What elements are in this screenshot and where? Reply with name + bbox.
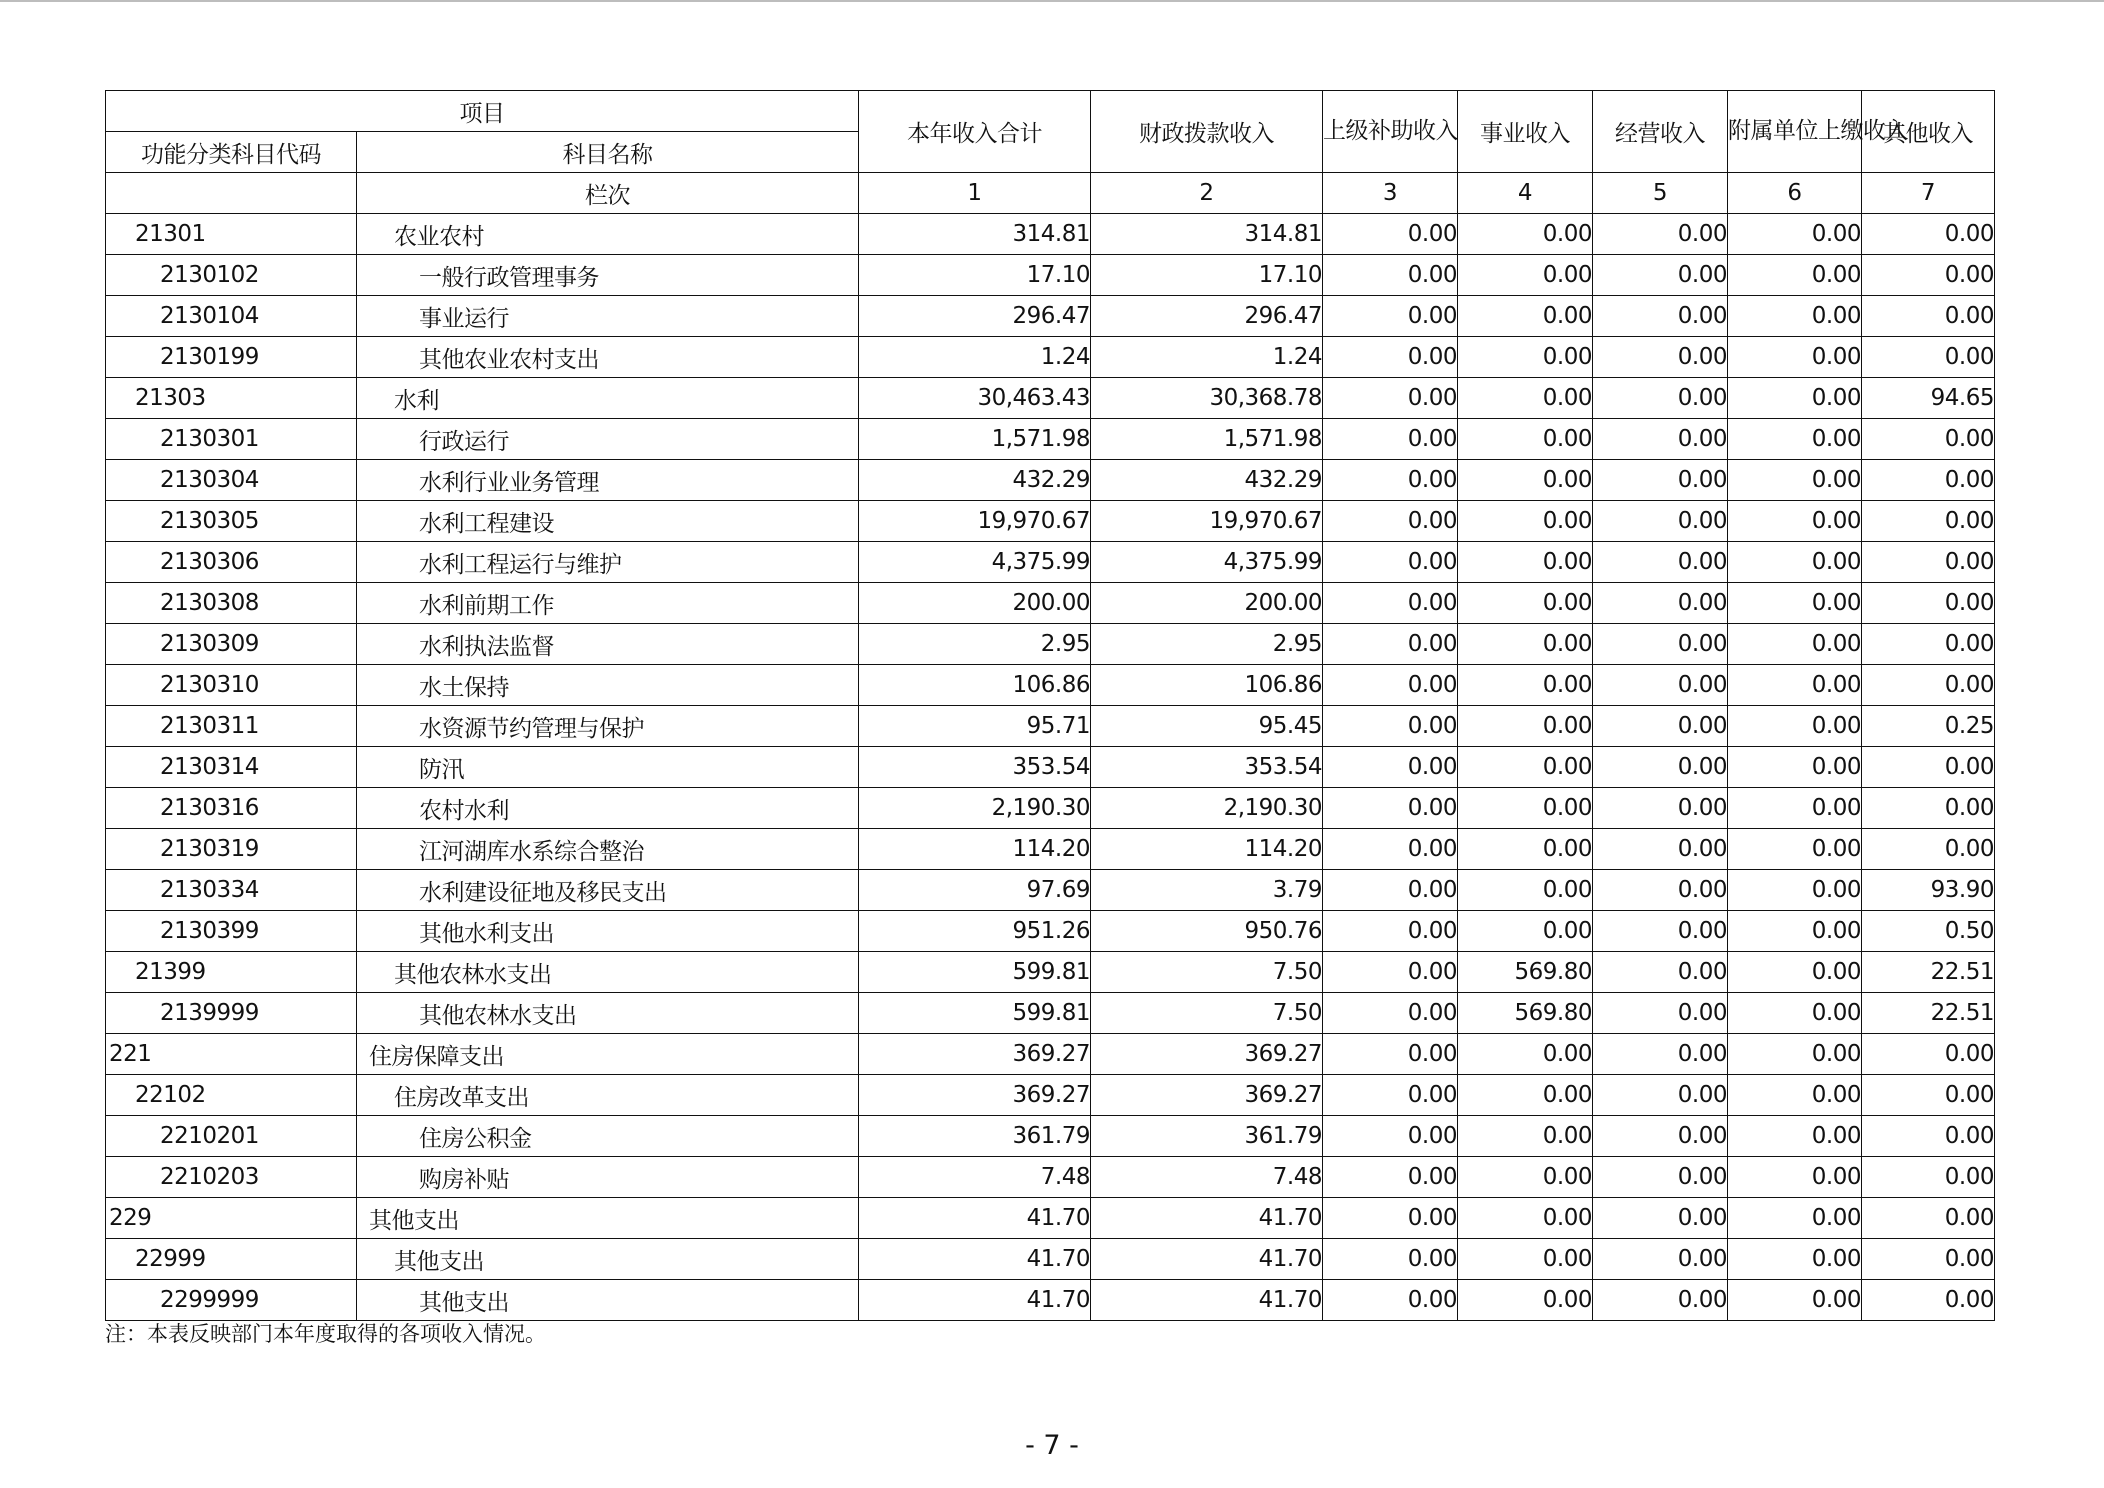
amount-cell: 0.00	[1323, 624, 1458, 665]
amount-cell: 0.00	[1593, 747, 1728, 788]
subject-name: 水利工程运行与维护	[357, 542, 859, 583]
header-row-index-label: 栏次	[357, 173, 859, 214]
amount-cell: 0.00	[1593, 214, 1728, 255]
amount-cell: 0.00	[1458, 1157, 1593, 1198]
amount-cell: 0.00	[1862, 747, 1995, 788]
amount-cell: 2,190.30	[1091, 788, 1323, 829]
amount-cell: 0.00	[1593, 501, 1728, 542]
amount-cell: 0.00	[1593, 706, 1728, 747]
amount-cell: 0.00	[1862, 788, 1995, 829]
subject-name: 其他支出	[357, 1280, 859, 1321]
amount-cell: 0.00	[1862, 337, 1995, 378]
subject-code: 2130305	[106, 501, 357, 542]
subject-name: 购房补贴	[357, 1157, 859, 1198]
amount-cell: 296.47	[1091, 296, 1323, 337]
amount-cell: 19,970.67	[859, 501, 1091, 542]
subject-name: 其他农林水支出	[357, 993, 859, 1034]
amount-cell: 30,368.78	[1091, 378, 1323, 419]
amount-cell: 0.00	[1323, 1034, 1458, 1075]
header-total-income: 本年收入合计	[859, 91, 1091, 173]
amount-cell: 369.27	[859, 1075, 1091, 1116]
amount-cell: 0.00	[1728, 542, 1862, 583]
amount-cell: 0.00	[1458, 706, 1593, 747]
amount-cell: 0.00	[1458, 378, 1593, 419]
subject-code: 2130311	[106, 706, 357, 747]
amount-cell: 0.00	[1458, 1116, 1593, 1157]
amount-cell: 0.00	[1593, 1034, 1728, 1075]
amount-cell: 0.00	[1862, 501, 1995, 542]
amount-cell: 314.81	[859, 214, 1091, 255]
table-row	[106, 1075, 1995, 1116]
subject-name: 事业运行	[357, 296, 859, 337]
subject-name: 住房公积金	[357, 1116, 859, 1157]
subject-code: 229	[106, 1198, 357, 1239]
subject-name: 其他水利支出	[357, 911, 859, 952]
amount-cell: 0.00	[1593, 1157, 1728, 1198]
amount-cell: 0.00	[1323, 1239, 1458, 1280]
amount-cell: 0.00	[1728, 1075, 1862, 1116]
amount-cell: 369.27	[1091, 1075, 1323, 1116]
amount-cell: 0.00	[1593, 460, 1728, 501]
amount-cell: 0.00	[1862, 665, 1995, 706]
amount-cell: 0.00	[1862, 624, 1995, 665]
amount-cell: 0.00	[1593, 911, 1728, 952]
amount-cell: 19,970.67	[1091, 501, 1323, 542]
table-row	[106, 870, 1995, 911]
amount-cell: 0.00	[1862, 1239, 1995, 1280]
amount-cell: 0.00	[1728, 952, 1862, 993]
page-number: - 7 -	[1025, 1430, 1079, 1461]
amount-cell: 0.00	[1323, 1157, 1458, 1198]
amount-cell: 0.00	[1728, 911, 1862, 952]
amount-cell: 7.48	[859, 1157, 1091, 1198]
amount-cell: 0.00	[1728, 706, 1862, 747]
amount-cell: 0.00	[1862, 460, 1995, 501]
amount-cell: 0.00	[1458, 788, 1593, 829]
table-row	[106, 1116, 1995, 1157]
table-note: 注：本表反映部门本年度取得的各项收入情况。	[105, 1322, 546, 1346]
table-header	[106, 91, 1995, 214]
table-row	[106, 296, 1995, 337]
amount-cell: 0.00	[1323, 419, 1458, 460]
amount-cell: 0.00	[1458, 1280, 1593, 1321]
subject-code: 2130314	[106, 747, 357, 788]
subject-code: 2130399	[106, 911, 357, 952]
table-row	[106, 788, 1995, 829]
amount-cell: 41.70	[1091, 1198, 1323, 1239]
amount-cell: 353.54	[859, 747, 1091, 788]
subject-name: 水利建设征地及移民支出	[357, 870, 859, 911]
amount-cell: 0.00	[1862, 214, 1995, 255]
amount-cell: 0.00	[1323, 337, 1458, 378]
header-code: 功能分类科目代码	[106, 132, 357, 173]
table-row	[106, 665, 1995, 706]
subject-name: 江河湖库水系综合整治	[357, 829, 859, 870]
amount-cell: 22.51	[1862, 993, 1995, 1034]
amount-cell: 0.00	[1323, 214, 1458, 255]
amount-cell: 0.00	[1593, 1239, 1728, 1280]
amount-cell: 0.00	[1593, 952, 1728, 993]
amount-cell: 41.70	[859, 1239, 1091, 1280]
amount-cell: 0.00	[1728, 870, 1862, 911]
table-row	[106, 706, 1995, 747]
table-row	[106, 255, 1995, 296]
amount-cell: 1.24	[1091, 337, 1323, 378]
table-row	[106, 542, 1995, 583]
amount-cell: 0.00	[1323, 378, 1458, 419]
header-item: 项目	[106, 91, 859, 132]
amount-cell: 0.00	[1728, 1198, 1862, 1239]
subject-name: 其他农林水支出	[357, 952, 859, 993]
amount-cell: 0.00	[1862, 542, 1995, 583]
amount-cell: 7.48	[1091, 1157, 1323, 1198]
amount-cell: 0.00	[1458, 870, 1593, 911]
amount-cell: 0.00	[1862, 296, 1995, 337]
amount-cell: 0.00	[1728, 255, 1862, 296]
header-superior-subsidy: 上级补助收入	[1323, 91, 1458, 173]
amount-cell: 0.00	[1862, 419, 1995, 460]
amount-cell: 7.50	[1091, 993, 1323, 1034]
col-number: 4	[1458, 173, 1593, 214]
amount-cell: 432.29	[1091, 460, 1323, 501]
amount-cell: 0.00	[1323, 747, 1458, 788]
amount-cell: 0.00	[1593, 419, 1728, 460]
amount-cell: 0.00	[1323, 993, 1458, 1034]
amount-cell: 0.00	[1593, 296, 1728, 337]
amount-cell: 0.00	[1593, 1075, 1728, 1116]
amount-cell: 0.00	[1458, 1034, 1593, 1075]
header-fiscal-appropriation: 财政拨款收入	[1091, 91, 1323, 173]
amount-cell: 0.00	[1728, 296, 1862, 337]
table-row	[106, 911, 1995, 952]
amount-cell: 0.00	[1728, 1034, 1862, 1075]
amount-cell: 0.00	[1593, 378, 1728, 419]
amount-cell: 0.00	[1323, 1280, 1458, 1321]
amount-cell: 0.00	[1728, 624, 1862, 665]
amount-cell: 0.00	[1593, 1198, 1728, 1239]
amount-cell: 30,463.43	[859, 378, 1091, 419]
amount-cell: 94.65	[1862, 378, 1995, 419]
amount-cell: 0.00	[1728, 460, 1862, 501]
amount-cell: 0.00	[1323, 1075, 1458, 1116]
col-number: 5	[1593, 173, 1728, 214]
subject-name: 水利前期工作	[357, 583, 859, 624]
table-row	[106, 1034, 1995, 1075]
amount-cell: 0.00	[1593, 624, 1728, 665]
amount-cell: 1.24	[859, 337, 1091, 378]
table-row	[106, 624, 1995, 665]
amount-cell: 0.00	[1458, 1075, 1593, 1116]
subject-name: 住房改革支出	[357, 1075, 859, 1116]
amount-cell: 22.51	[1862, 952, 1995, 993]
amount-cell: 0.00	[1862, 583, 1995, 624]
header-operating-income: 经营收入	[1593, 91, 1728, 173]
amount-cell: 0.00	[1728, 214, 1862, 255]
amount-cell: 0.00	[1458, 255, 1593, 296]
amount-cell: 569.80	[1458, 952, 1593, 993]
amount-cell: 0.00	[1728, 829, 1862, 870]
col-number: 2	[1091, 173, 1323, 214]
header-business-income: 事业收入	[1458, 91, 1593, 173]
amount-cell: 93.90	[1862, 870, 1995, 911]
amount-cell: 2,190.30	[859, 788, 1091, 829]
subject-name: 其他支出	[357, 1198, 859, 1239]
table-row	[106, 1157, 1995, 1198]
amount-cell: 0.00	[1458, 665, 1593, 706]
subject-name: 其他支出	[357, 1239, 859, 1280]
subject-name: 水利执法监督	[357, 624, 859, 665]
amount-cell: 0.00	[1593, 583, 1728, 624]
subject-code: 21303	[106, 378, 357, 419]
amount-cell: 0.00	[1323, 1116, 1458, 1157]
subject-name: 水土保持	[357, 665, 859, 706]
amount-cell: 0.00	[1323, 829, 1458, 870]
table-row	[106, 993, 1995, 1034]
header-blank-cell	[106, 173, 357, 214]
amount-cell: 0.00	[1458, 542, 1593, 583]
income-table	[105, 90, 1995, 1321]
amount-cell: 0.00	[1728, 583, 1862, 624]
table-body	[106, 214, 1995, 1321]
table-row	[106, 460, 1995, 501]
amount-cell: 0.00	[1458, 501, 1593, 542]
amount-cell: 0.00	[1458, 214, 1593, 255]
amount-cell: 0.00	[1728, 747, 1862, 788]
amount-cell: 41.70	[859, 1198, 1091, 1239]
amount-cell: 0.00	[1458, 583, 1593, 624]
amount-cell: 0.00	[1728, 1157, 1862, 1198]
amount-cell: 0.00	[1593, 870, 1728, 911]
amount-cell: 0.00	[1862, 1198, 1995, 1239]
amount-cell: 200.00	[1091, 583, 1323, 624]
subject-code: 2130310	[106, 665, 357, 706]
amount-cell: 0.00	[1323, 788, 1458, 829]
amount-cell: 0.00	[1458, 829, 1593, 870]
table-row	[106, 952, 1995, 993]
subject-name: 防汛	[357, 747, 859, 788]
amount-cell: 0.00	[1323, 296, 1458, 337]
table-row	[106, 747, 1995, 788]
amount-cell: 361.79	[1091, 1116, 1323, 1157]
subject-name: 水利行业业务管理	[357, 460, 859, 501]
subject-code: 2130199	[106, 337, 357, 378]
amount-cell: 0.00	[1323, 706, 1458, 747]
table-row	[106, 1280, 1995, 1321]
amount-cell: 7.50	[1091, 952, 1323, 993]
amount-cell: 0.00	[1458, 460, 1593, 501]
amount-cell: 114.20	[1091, 829, 1323, 870]
amount-cell: 0.00	[1593, 1280, 1728, 1321]
subject-code: 2130102	[106, 255, 357, 296]
amount-cell: 0.00	[1458, 296, 1593, 337]
subject-code: 21399	[106, 952, 357, 993]
amount-cell: 0.00	[1323, 501, 1458, 542]
amount-cell: 0.00	[1593, 542, 1728, 583]
subject-code: 2210203	[106, 1157, 357, 1198]
amount-cell: 0.00	[1728, 1116, 1862, 1157]
amount-cell: 369.27	[1091, 1034, 1323, 1075]
amount-cell: 369.27	[859, 1034, 1091, 1075]
amount-cell: 0.00	[1323, 460, 1458, 501]
amount-cell: 2.95	[859, 624, 1091, 665]
amount-cell: 0.00	[1458, 1198, 1593, 1239]
amount-cell: 0.00	[1323, 1198, 1458, 1239]
amount-cell: 0.00	[1728, 788, 1862, 829]
amount-cell: 0.00	[1323, 255, 1458, 296]
table-row	[106, 1239, 1995, 1280]
amount-cell: 0.00	[1862, 1157, 1995, 1198]
amount-cell: 0.00	[1728, 501, 1862, 542]
subject-code: 2130309	[106, 624, 357, 665]
amount-cell: 114.20	[859, 829, 1091, 870]
amount-cell: 0.00	[1323, 583, 1458, 624]
subject-code: 2130104	[106, 296, 357, 337]
header-other-income: 其他收入	[1862, 91, 1995, 173]
amount-cell: 41.70	[859, 1280, 1091, 1321]
subject-name: 住房保障支出	[357, 1034, 859, 1075]
amount-cell: 0.00	[1323, 870, 1458, 911]
table-row	[106, 1198, 1995, 1239]
amount-cell: 2.95	[1091, 624, 1323, 665]
amount-cell: 0.00	[1728, 1280, 1862, 1321]
amount-cell: 200.00	[859, 583, 1091, 624]
subject-name: 其他农业农村支出	[357, 337, 859, 378]
amount-cell: 0.00	[1593, 993, 1728, 1034]
subject-name: 一般行政管理事务	[357, 255, 859, 296]
amount-cell: 0.00	[1862, 1034, 1995, 1075]
amount-cell: 95.45	[1091, 706, 1323, 747]
subject-name: 水利工程建设	[357, 501, 859, 542]
table-row	[106, 829, 1995, 870]
subject-code: 2139999	[106, 993, 357, 1034]
amount-cell: 0.00	[1458, 419, 1593, 460]
subject-name: 水资源节约管理与保护	[357, 706, 859, 747]
amount-cell: 0.00	[1458, 1239, 1593, 1280]
amount-cell: 0.00	[1862, 1116, 1995, 1157]
amount-cell: 0.00	[1323, 911, 1458, 952]
amount-cell: 0.00	[1323, 952, 1458, 993]
amount-cell: 41.70	[1091, 1280, 1323, 1321]
amount-cell: 0.00	[1458, 747, 1593, 788]
subject-name: 水利	[357, 378, 859, 419]
top-border-line	[0, 0, 2104, 2]
table-row	[106, 501, 1995, 542]
amount-cell: 17.10	[859, 255, 1091, 296]
col-number: 7	[1862, 173, 1995, 214]
amount-cell: 950.76	[1091, 911, 1323, 952]
col-number: 3	[1323, 173, 1458, 214]
header-name: 科目名称	[357, 132, 859, 173]
amount-cell: 0.25	[1862, 706, 1995, 747]
amount-cell: 4,375.99	[859, 542, 1091, 583]
amount-cell: 569.80	[1458, 993, 1593, 1034]
subject-code: 2130304	[106, 460, 357, 501]
table-row	[106, 419, 1995, 460]
amount-cell: 17.10	[1091, 255, 1323, 296]
amount-cell: 3.79	[1091, 870, 1323, 911]
col-number: 6	[1728, 173, 1862, 214]
amount-cell: 1,571.98	[859, 419, 1091, 460]
amount-cell: 296.47	[859, 296, 1091, 337]
amount-cell: 106.86	[859, 665, 1091, 706]
table-row	[106, 583, 1995, 624]
amount-cell: 314.81	[1091, 214, 1323, 255]
subject-code: 2130308	[106, 583, 357, 624]
table-row	[106, 214, 1995, 255]
col-number: 1	[859, 173, 1091, 214]
subject-code: 22102	[106, 1075, 357, 1116]
subject-name: 行政运行	[357, 419, 859, 460]
amount-cell: 361.79	[859, 1116, 1091, 1157]
subject-code: 2299999	[106, 1280, 357, 1321]
table-row	[106, 378, 1995, 419]
table-row	[106, 337, 1995, 378]
subject-name: 农村水利	[357, 788, 859, 829]
amount-cell: 0.00	[1728, 337, 1862, 378]
amount-cell: 0.00	[1593, 255, 1728, 296]
subject-code: 22999	[106, 1239, 357, 1280]
amount-cell: 0.00	[1593, 1116, 1728, 1157]
amount-cell: 106.86	[1091, 665, 1323, 706]
amount-cell: 0.00	[1728, 665, 1862, 706]
amount-cell: 0.00	[1593, 788, 1728, 829]
subject-code: 21301	[106, 214, 357, 255]
subject-code: 2210201	[106, 1116, 357, 1157]
amount-cell: 599.81	[859, 952, 1091, 993]
amount-cell: 0.00	[1593, 337, 1728, 378]
amount-cell: 95.71	[859, 706, 1091, 747]
amount-cell: 0.00	[1862, 829, 1995, 870]
subject-code: 2130319	[106, 829, 357, 870]
amount-cell: 41.70	[1091, 1239, 1323, 1280]
amount-cell: 0.00	[1728, 1239, 1862, 1280]
amount-cell: 0.00	[1593, 829, 1728, 870]
amount-cell: 97.69	[859, 870, 1091, 911]
subject-code: 2130301	[106, 419, 357, 460]
subject-code: 2130316	[106, 788, 357, 829]
amount-cell: 0.00	[1862, 1075, 1995, 1116]
amount-cell: 599.81	[859, 993, 1091, 1034]
amount-cell: 951.26	[859, 911, 1091, 952]
amount-cell: 0.00	[1862, 255, 1995, 296]
amount-cell: 0.00	[1323, 542, 1458, 583]
amount-cell: 0.00	[1728, 378, 1862, 419]
subject-code: 2130306	[106, 542, 357, 583]
amount-cell: 1,571.98	[1091, 419, 1323, 460]
subject-code: 2130334	[106, 870, 357, 911]
amount-cell: 0.00	[1458, 337, 1593, 378]
amount-cell: 0.00	[1458, 624, 1593, 665]
header-affiliate-income: 附属单位上缴收入	[1728, 91, 1862, 173]
amount-cell: 0.00	[1728, 419, 1862, 460]
amount-cell: 0.00	[1458, 911, 1593, 952]
amount-cell: 0.00	[1728, 993, 1862, 1034]
amount-cell: 0.00	[1862, 1280, 1995, 1321]
amount-cell: 432.29	[859, 460, 1091, 501]
subject-name: 农业农村	[357, 214, 859, 255]
amount-cell: 0.50	[1862, 911, 1995, 952]
amount-cell: 4,375.99	[1091, 542, 1323, 583]
amount-cell: 353.54	[1091, 747, 1323, 788]
subject-code: 221	[106, 1034, 357, 1075]
amount-cell: 0.00	[1323, 665, 1458, 706]
amount-cell: 0.00	[1593, 665, 1728, 706]
